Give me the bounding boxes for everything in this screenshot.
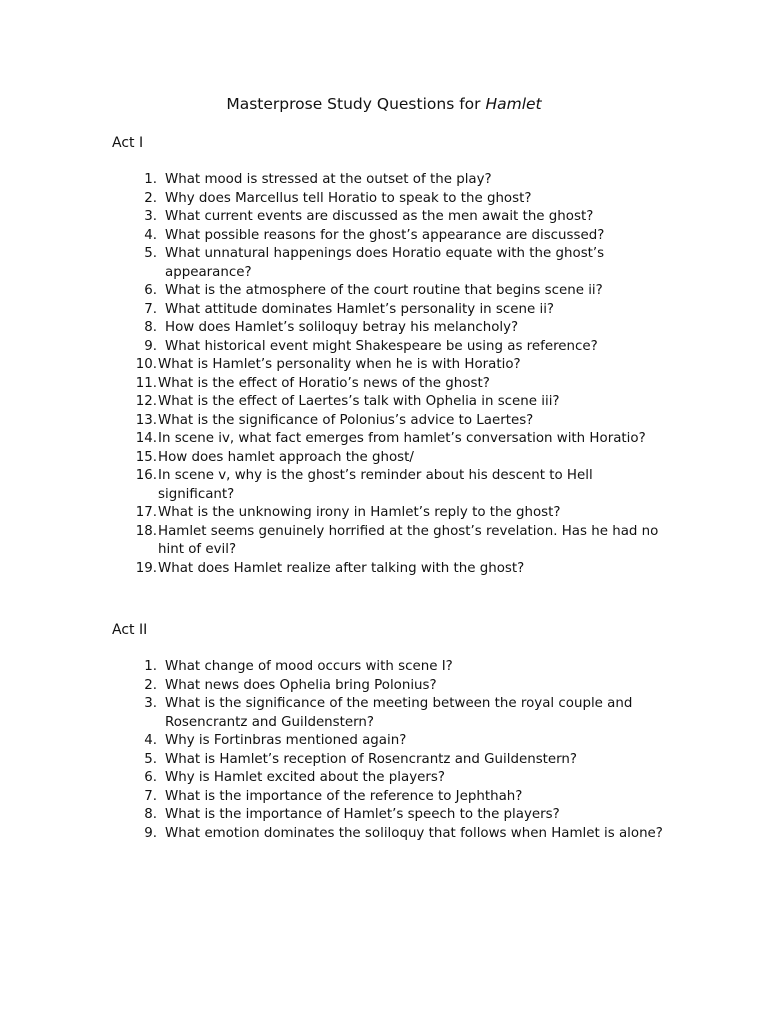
- question-number: 13.: [135, 412, 157, 428]
- act-2-question-list: [112, 658, 672, 843]
- question-item: [112, 806, 672, 825]
- question-item: [112, 301, 672, 320]
- question-text: What possible reasons for the ghost’s appearance are discussed?: [165, 227, 605, 243]
- question-item: [112, 560, 672, 579]
- question-number: 15.: [135, 449, 157, 465]
- question-number: 3.: [144, 696, 157, 711]
- question-text: How does Hamlet’s soliloquy betray his melancholy?: [165, 320, 519, 335]
- question-number: 2.: [144, 677, 157, 693]
- question-text: In scene iv, what fact emerges from hamlet’s conversation with Horatio?: [158, 431, 646, 446]
- question-text: What emotion dominates the soliloquy that follows when Hamlet is alone?: [165, 825, 663, 841]
- question-item: [112, 338, 672, 357]
- question-text: What is Hamlet’s personality when he is with Horatio?: [158, 357, 521, 372]
- question-text: How does hamlet approach the ghost/: [158, 449, 414, 465]
- question-number: 2.: [144, 190, 157, 206]
- question-item: [112, 319, 672, 338]
- question-number: 17.: [135, 505, 157, 520]
- question-number: 6.: [144, 283, 157, 298]
- question-item: [112, 788, 672, 807]
- question-number: 19.: [135, 560, 157, 576]
- question-text: What news does Ophelia bring Polonius?: [165, 677, 437, 693]
- question-item: [112, 227, 672, 246]
- question-number: 7.: [144, 788, 157, 804]
- question-text: What change of mood occurs with scene I?: [165, 659, 453, 674]
- question-item: [112, 523, 672, 560]
- question-item: [112, 190, 672, 209]
- question-number: 7.: [144, 301, 157, 317]
- question-text: What is the effect of Laertes’s talk with Ophelia in scene iii?: [158, 394, 560, 409]
- question-item: [112, 393, 672, 412]
- question-item: [112, 356, 672, 375]
- question-number: 4.: [144, 227, 157, 243]
- question-text: What is the importance of Hamlet’s speech to the players?: [165, 807, 560, 822]
- question-item: [112, 658, 672, 677]
- document-title: [0, 94, 768, 114]
- act-1-question-list: [112, 171, 672, 578]
- question-text: What is the significance of the meeting between the royal couple and Rosencrantz and Guildenstern?: [165, 696, 633, 730]
- question-text: What unnatural happenings does Horatio equate with the ghost’s appearance?: [165, 246, 605, 280]
- question-number: 6.: [144, 770, 157, 785]
- act-1-heading: Act I: [112, 135, 144, 151]
- question-number: 8.: [144, 320, 157, 335]
- question-item: [112, 430, 672, 449]
- question-text: Hamlet seems genuinely horrified at the ghost’s revelation. Has he had no hint of evil?: [158, 523, 659, 557]
- question-number: 4.: [144, 733, 157, 748]
- question-item: [112, 245, 672, 282]
- question-text: Why does Marcellus tell Horatio to speak to the ghost?: [165, 190, 532, 206]
- question-item: [112, 825, 672, 844]
- question-item: [112, 375, 672, 394]
- question-text: What is the atmosphere of the court routine that begins scene ii?: [165, 283, 603, 298]
- question-item: [112, 769, 672, 788]
- question-item: [112, 208, 672, 227]
- question-item: [112, 504, 672, 523]
- act-2-heading: Act II: [112, 622, 148, 638]
- title-prefix: Masterprose Study Questions for: [226, 95, 486, 113]
- question-number: 1.: [144, 659, 157, 674]
- question-item: [112, 412, 672, 431]
- question-item: [112, 282, 672, 301]
- title-work: Hamlet: [485, 95, 542, 113]
- question-text: What historical event might Shakespeare be using as reference?: [165, 338, 598, 354]
- question-item: [112, 751, 672, 770]
- question-number: 11.: [135, 375, 157, 391]
- question-number: 14.: [135, 431, 157, 446]
- question-number: 18.: [135, 523, 157, 539]
- question-text: In scene v, why is the ghost’s reminder about his descent to Hell significant?: [158, 468, 593, 502]
- question-text: What is Hamlet’s reception of Rosencrantz and Guildenstern?: [165, 751, 578, 767]
- question-number: 10.: [135, 357, 157, 372]
- question-text: What current events are discussed as the men await the ghost?: [165, 209, 594, 224]
- question-text: What mood is stressed at the outset of the play?: [165, 172, 492, 187]
- question-number: 5.: [144, 246, 157, 261]
- question-item: [112, 171, 672, 190]
- question-text: What does Hamlet realize after talking with the ghost?: [158, 560, 525, 576]
- question-text: What is the effect of Horatio’s news of the ghost?: [158, 375, 490, 391]
- question-number: 1.: [144, 172, 157, 187]
- question-number: 8.: [144, 807, 157, 822]
- question-item: [112, 732, 672, 751]
- question-number: 3.: [144, 209, 157, 224]
- question-text: What is the significance of Polonius’s advice to Laertes?: [158, 412, 534, 428]
- question-item: [112, 449, 672, 468]
- question-item: [112, 695, 672, 732]
- question-text: What is the importance of the reference to Jephthah?: [165, 788, 523, 804]
- question-number: 9.: [144, 338, 157, 354]
- question-number: 5.: [144, 751, 157, 767]
- question-text: What attitude dominates Hamlet’s personality in scene ii?: [165, 301, 555, 317]
- question-text: Why is Hamlet excited about the players?: [165, 770, 445, 785]
- question-text: Why is Fortinbras mentioned again?: [165, 733, 407, 748]
- question-item: [112, 677, 672, 696]
- question-text: What is the unknowing irony in Hamlet’s reply to the ghost?: [158, 505, 561, 520]
- question-number: 16.: [135, 468, 157, 483]
- question-item: [112, 467, 672, 504]
- question-number: 12.: [135, 394, 157, 409]
- question-number: 9.: [144, 825, 157, 841]
